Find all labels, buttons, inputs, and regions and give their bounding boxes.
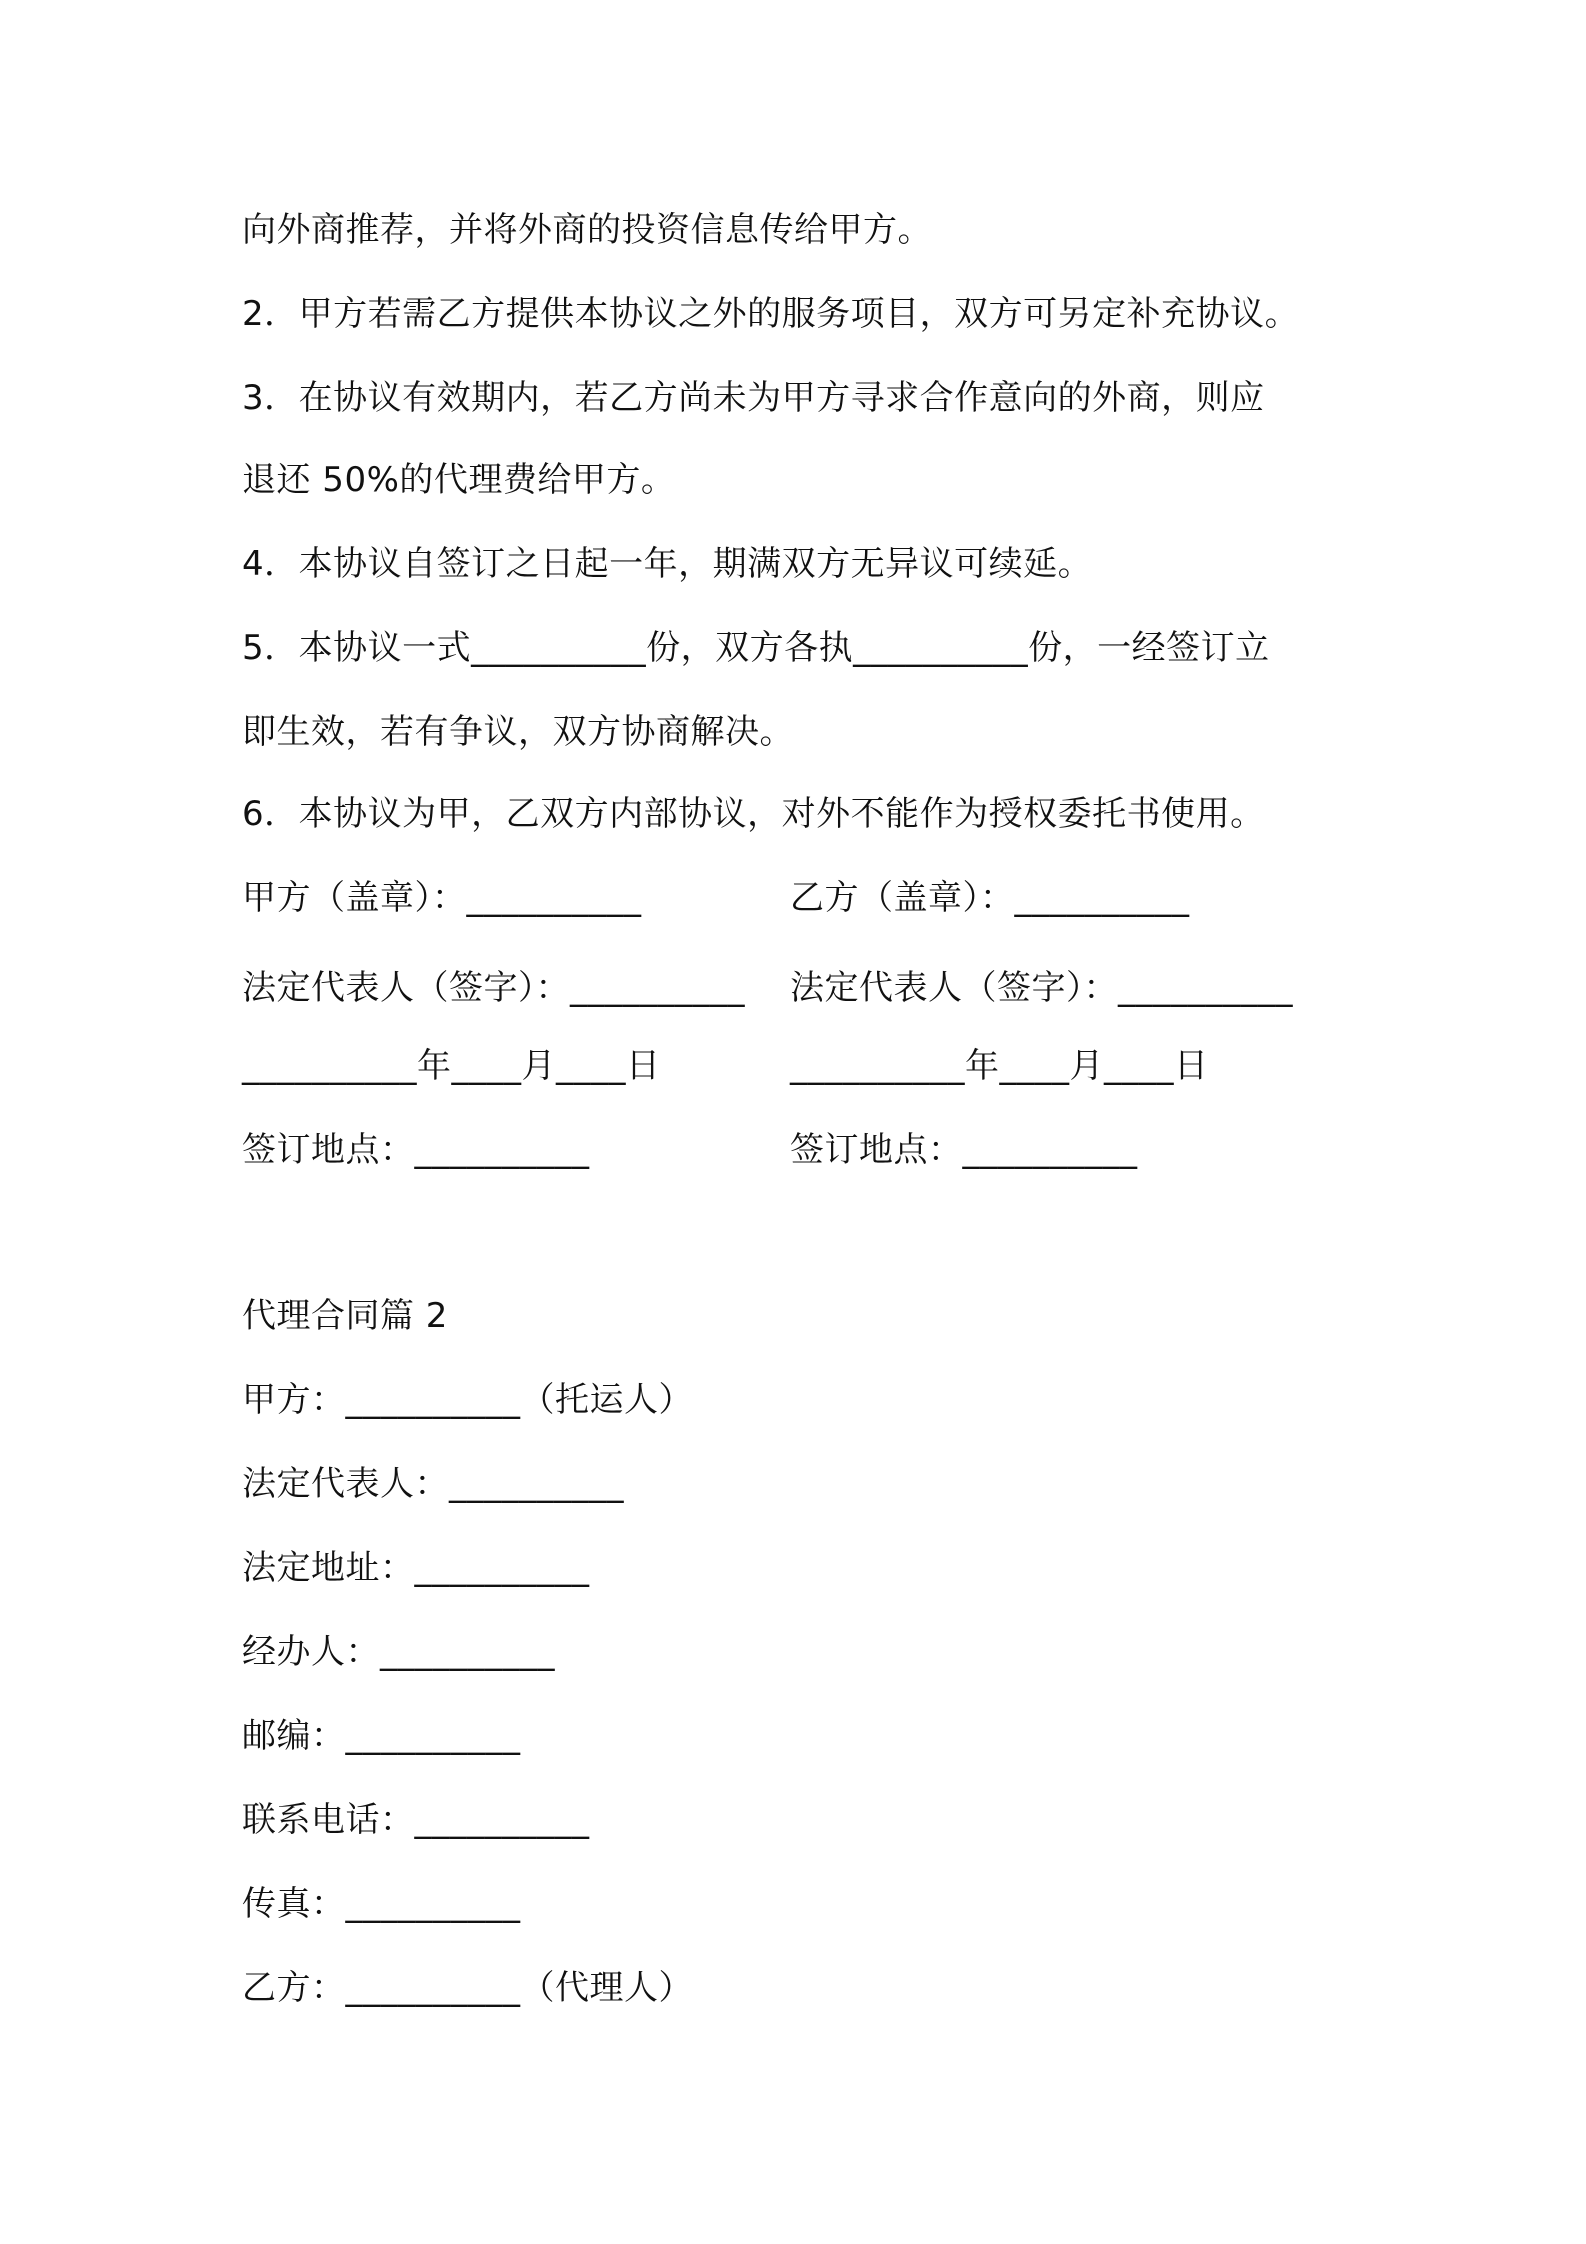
clause-text-line: 向外商推荐，并将外商的投资信息传给甲方。 — [242, 210, 932, 250]
clause-6: 6．本协议为甲，乙双方内部协议，对外不能作为授权委托书使用。 — [242, 794, 1265, 834]
party-b-signing-place: 签订地点：__________ — [790, 1130, 1138, 1170]
party-b-seal: 乙方（盖章）：__________ — [790, 878, 1190, 918]
party-a-seal: 甲方（盖章）：__________ — [242, 878, 642, 918]
clause-2: 2．甲方若需乙方提供本协议之外的服务项目，双方可另定补充协议。 — [242, 294, 1300, 334]
field-legal-representative: 法定代表人：__________ — [242, 1464, 624, 1504]
field-fax: 传真：__________ — [242, 1884, 521, 1924]
clause-4: 4．本协议自签订之日起一年，期满双方无异议可续延。 — [242, 544, 1093, 584]
party-a-date: __________年____月____日 — [242, 1046, 661, 1086]
field-party-a: 甲方：__________（托运人） — [242, 1380, 693, 1420]
party-a-representative: 法定代表人（签字）：__________ — [242, 968, 745, 1008]
clause-5: 5．本协议一式__________份，双方各执__________份，一经签订立 — [242, 628, 1270, 668]
party-b-representative: 法定代表人（签字）：__________ — [790, 968, 1293, 1008]
field-legal-address: 法定地址：__________ — [242, 1548, 590, 1588]
clause-5-continued: 即生效，若有争议，双方协商解决。 — [242, 712, 794, 752]
clause-3-continued: 退还 50%的代理费给甲方。 — [242, 460, 676, 500]
party-a-signing-place: 签订地点：__________ — [242, 1130, 590, 1170]
field-party-b: 乙方：__________（代理人） — [242, 1968, 693, 2008]
field-postcode: 邮编：__________ — [242, 1716, 521, 1756]
clause-3: 3．在协议有效期内，若乙方尚未为甲方寻求合作意向的外商，则应 — [242, 378, 1265, 418]
field-phone: 联系电话：__________ — [242, 1800, 590, 1840]
party-b-date: __________年____月____日 — [790, 1046, 1209, 1086]
section-heading: 代理合同篇 2 — [242, 1296, 448, 1336]
field-handler: 经办人：__________ — [242, 1632, 555, 1672]
